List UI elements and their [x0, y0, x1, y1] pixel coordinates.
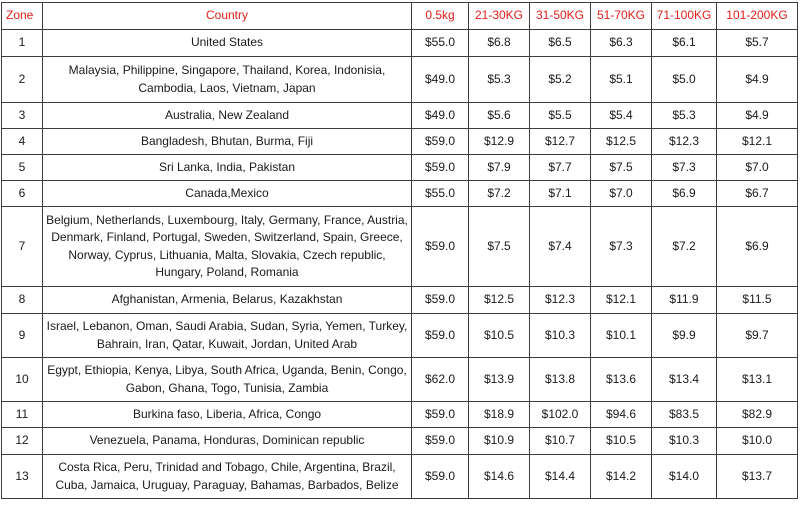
- price-cell-0.5kg: $59.0: [412, 287, 469, 314]
- table-row: [2, 181, 798, 207]
- zone-cell: 5: [2, 155, 43, 181]
- table-row: [2, 358, 798, 402]
- price-cell-71-100kg: $11.9: [652, 287, 717, 314]
- price-cell-21-30kg: $7.9: [469, 155, 530, 181]
- table-row: [2, 57, 798, 103]
- price-cell-101-200kg: $4.9: [717, 57, 798, 103]
- country-cell: Egypt, Ethiopia, Kenya, Libya, South Africa, Uganda, Benin, Congo, Gabon, Ghana, Togo, Tunisia, Zambia: [43, 358, 412, 402]
- price-cell-51-70kg: $12.1: [591, 287, 652, 314]
- table-row: [2, 207, 798, 287]
- price-cell-31-50kg: $7.7: [530, 155, 591, 181]
- price-cell-71-100kg: $6.9: [652, 181, 717, 207]
- zone-cell: 6: [2, 181, 43, 207]
- price-cell-0.5kg: $59.0: [412, 455, 469, 499]
- zone-cell: 1: [2, 30, 43, 57]
- price-cell-71-100kg: $7.2: [652, 207, 717, 287]
- country-cell: Afghanistan, Armenia, Belarus, Kazakhstan: [43, 287, 412, 314]
- price-cell-101-200kg: $6.9: [717, 207, 798, 287]
- price-cell-71-100kg: $5.0: [652, 57, 717, 103]
- zone-cell: 13: [2, 455, 43, 499]
- price-cell-31-50kg: $10.7: [530, 428, 591, 455]
- table-row: [2, 30, 798, 57]
- price-cell-101-200kg: $9.7: [717, 314, 798, 358]
- weight-header-101-200kg: 101-200KG: [717, 3, 798, 30]
- price-cell-51-70kg: $13.6: [591, 358, 652, 402]
- zone-cell: 3: [2, 103, 43, 129]
- country-cell: Costa Rica, Peru, Trinidad and Tobago, Chile, Argentina, Brazil, Cuba, Jamaica, Uruguay, Paraguay, Bahamas, Barbados, Belize: [43, 455, 412, 499]
- price-cell-21-30kg: $10.9: [469, 428, 530, 455]
- table-row: [2, 402, 798, 428]
- price-cell-0.5kg: $59.0: [412, 129, 469, 155]
- price-cell-21-30kg: $7.2: [469, 181, 530, 207]
- price-cell-31-50kg: $7.1: [530, 181, 591, 207]
- price-cell-71-100kg: $10.3: [652, 428, 717, 455]
- price-cell-31-50kg: $7.4: [530, 207, 591, 287]
- price-cell-0.5kg: $55.0: [412, 181, 469, 207]
- price-cell-51-70kg: $5.1: [591, 57, 652, 103]
- price-cell-21-30kg: $12.5: [469, 287, 530, 314]
- price-cell-31-50kg: $13.8: [530, 358, 591, 402]
- table-row: [2, 428, 798, 455]
- zone-cell: 9: [2, 314, 43, 358]
- price-cell-21-30kg: $6.8: [469, 30, 530, 57]
- table-row: [2, 155, 798, 181]
- price-cell-101-200kg: $12.1: [717, 129, 798, 155]
- table-row: [2, 103, 798, 129]
- zone-cell: 7: [2, 207, 43, 287]
- zone-cell: 11: [2, 402, 43, 428]
- price-cell-101-200kg: $82.9: [717, 402, 798, 428]
- country-cell: Burkina faso, Liberia, Africa, Congo: [43, 402, 412, 428]
- price-cell-71-100kg: $7.3: [652, 155, 717, 181]
- country-header: Country: [43, 3, 412, 30]
- price-cell-101-200kg: $13.7: [717, 455, 798, 499]
- price-cell-31-50kg: $12.3: [530, 287, 591, 314]
- price-cell-71-100kg: $13.4: [652, 358, 717, 402]
- price-cell-21-30kg: $13.9: [469, 358, 530, 402]
- price-cell-0.5kg: $59.0: [412, 402, 469, 428]
- price-cell-21-30kg: $5.3: [469, 57, 530, 103]
- price-cell-21-30kg: $12.9: [469, 129, 530, 155]
- zone-cell: 10: [2, 358, 43, 402]
- price-cell-31-50kg: $14.4: [530, 455, 591, 499]
- price-cell-0.5kg: $59.0: [412, 155, 469, 181]
- country-cell: Venezuela, Panama, Honduras, Dominican republic: [43, 428, 412, 455]
- country-cell: Australia, New Zealand: [43, 103, 412, 129]
- price-cell-21-30kg: $18.9: [469, 402, 530, 428]
- price-cell-101-200kg: $6.7: [717, 181, 798, 207]
- price-cell-0.5kg: $59.0: [412, 314, 469, 358]
- price-cell-0.5kg: $59.0: [412, 207, 469, 287]
- price-cell-51-70kg: $12.5: [591, 129, 652, 155]
- price-cell-0.5kg: $55.0: [412, 30, 469, 57]
- price-cell-0.5kg: $49.0: [412, 103, 469, 129]
- price-cell-51-70kg: $14.2: [591, 455, 652, 499]
- price-cell-21-30kg: $7.5: [469, 207, 530, 287]
- zone-cell: 2: [2, 57, 43, 103]
- price-cell-71-100kg: $6.1: [652, 30, 717, 57]
- price-cell-101-200kg: $7.0: [717, 155, 798, 181]
- country-cell: Israel, Lebanon, Oman, Saudi Arabia, Sudan, Syria, Yemen, Turkey, Bahrain, Iran, Qatar, Kuwait, Jordan, United Arab: [43, 314, 412, 358]
- country-cell: Canada,Mexico: [43, 181, 412, 207]
- weight-header-51-70kg: 51-70KG: [591, 3, 652, 30]
- price-cell-71-100kg: $83.5: [652, 402, 717, 428]
- price-cell-0.5kg: $62.0: [412, 358, 469, 402]
- price-cell-0.5kg: $59.0: [412, 428, 469, 455]
- zone-cell: 12: [2, 428, 43, 455]
- zone-cell: 4: [2, 129, 43, 155]
- table-row: [2, 287, 798, 314]
- price-cell-71-100kg: $5.3: [652, 103, 717, 129]
- price-cell-51-70kg: $5.4: [591, 103, 652, 129]
- country-cell: United States: [43, 30, 412, 57]
- price-cell-0.5kg: $49.0: [412, 57, 469, 103]
- table-row: [2, 129, 798, 155]
- price-cell-51-70kg: $10.1: [591, 314, 652, 358]
- price-cell-51-70kg: $10.5: [591, 428, 652, 455]
- price-cell-51-70kg: $7.0: [591, 181, 652, 207]
- zone-header: Zone: [2, 3, 43, 30]
- price-cell-31-50kg: $5.5: [530, 103, 591, 129]
- shipping-rate-table: [1, 2, 798, 499]
- price-cell-101-200kg: $13.1: [717, 358, 798, 402]
- price-cell-31-50kg: $102.0: [530, 402, 591, 428]
- price-cell-71-100kg: $12.3: [652, 129, 717, 155]
- price-cell-71-100kg: $9.9: [652, 314, 717, 358]
- price-cell-71-100kg: $14.0: [652, 455, 717, 499]
- header-row: [2, 3, 798, 30]
- price-cell-31-50kg: $12.7: [530, 129, 591, 155]
- zone-cell: 8: [2, 287, 43, 314]
- price-cell-31-50kg: $6.5: [530, 30, 591, 57]
- weight-header-0.5kg: 0.5kg: [412, 3, 469, 30]
- price-cell-21-30kg: $5.6: [469, 103, 530, 129]
- price-cell-101-200kg: $4.9: [717, 103, 798, 129]
- country-cell: Bangladesh, Bhutan, Burma, Fiji: [43, 129, 412, 155]
- table-row: [2, 314, 798, 358]
- price-cell-51-70kg: $7.3: [591, 207, 652, 287]
- price-cell-31-50kg: $5.2: [530, 57, 591, 103]
- price-cell-21-30kg: $10.5: [469, 314, 530, 358]
- weight-header-21-30kg: 21-30KG: [469, 3, 530, 30]
- price-cell-101-200kg: $5.7: [717, 30, 798, 57]
- country-cell: Sri Lanka, India, Pakistan: [43, 155, 412, 181]
- price-cell-101-200kg: $11.5: [717, 287, 798, 314]
- country-cell: Malaysia, Philippine, Singapore, Thailand, Korea, Indonisia, Cambodia, Laos, Vietnam, Japan: [43, 57, 412, 103]
- weight-header-71-100kg: 71-100KG: [652, 3, 717, 30]
- price-cell-21-30kg: $14.6: [469, 455, 530, 499]
- price-cell-51-70kg: $6.3: [591, 30, 652, 57]
- weight-header-31-50kg: 31-50KG: [530, 3, 591, 30]
- price-cell-51-70kg: $7.5: [591, 155, 652, 181]
- price-cell-31-50kg: $10.3: [530, 314, 591, 358]
- table-row: [2, 455, 798, 499]
- country-cell: Belgium, Netherlands, Luxembourg, Italy, Germany, France, Austria, Denmark, Finland, Portugal, Sweden, Switzerland, Spain, Greece, Norway, Cyprus, Lithuania, Malta, Slovakia, Czech republic, Hungary, Poland, Romania: [43, 207, 412, 287]
- price-cell-51-70kg: $94.6: [591, 402, 652, 428]
- price-cell-101-200kg: $10.0: [717, 428, 798, 455]
